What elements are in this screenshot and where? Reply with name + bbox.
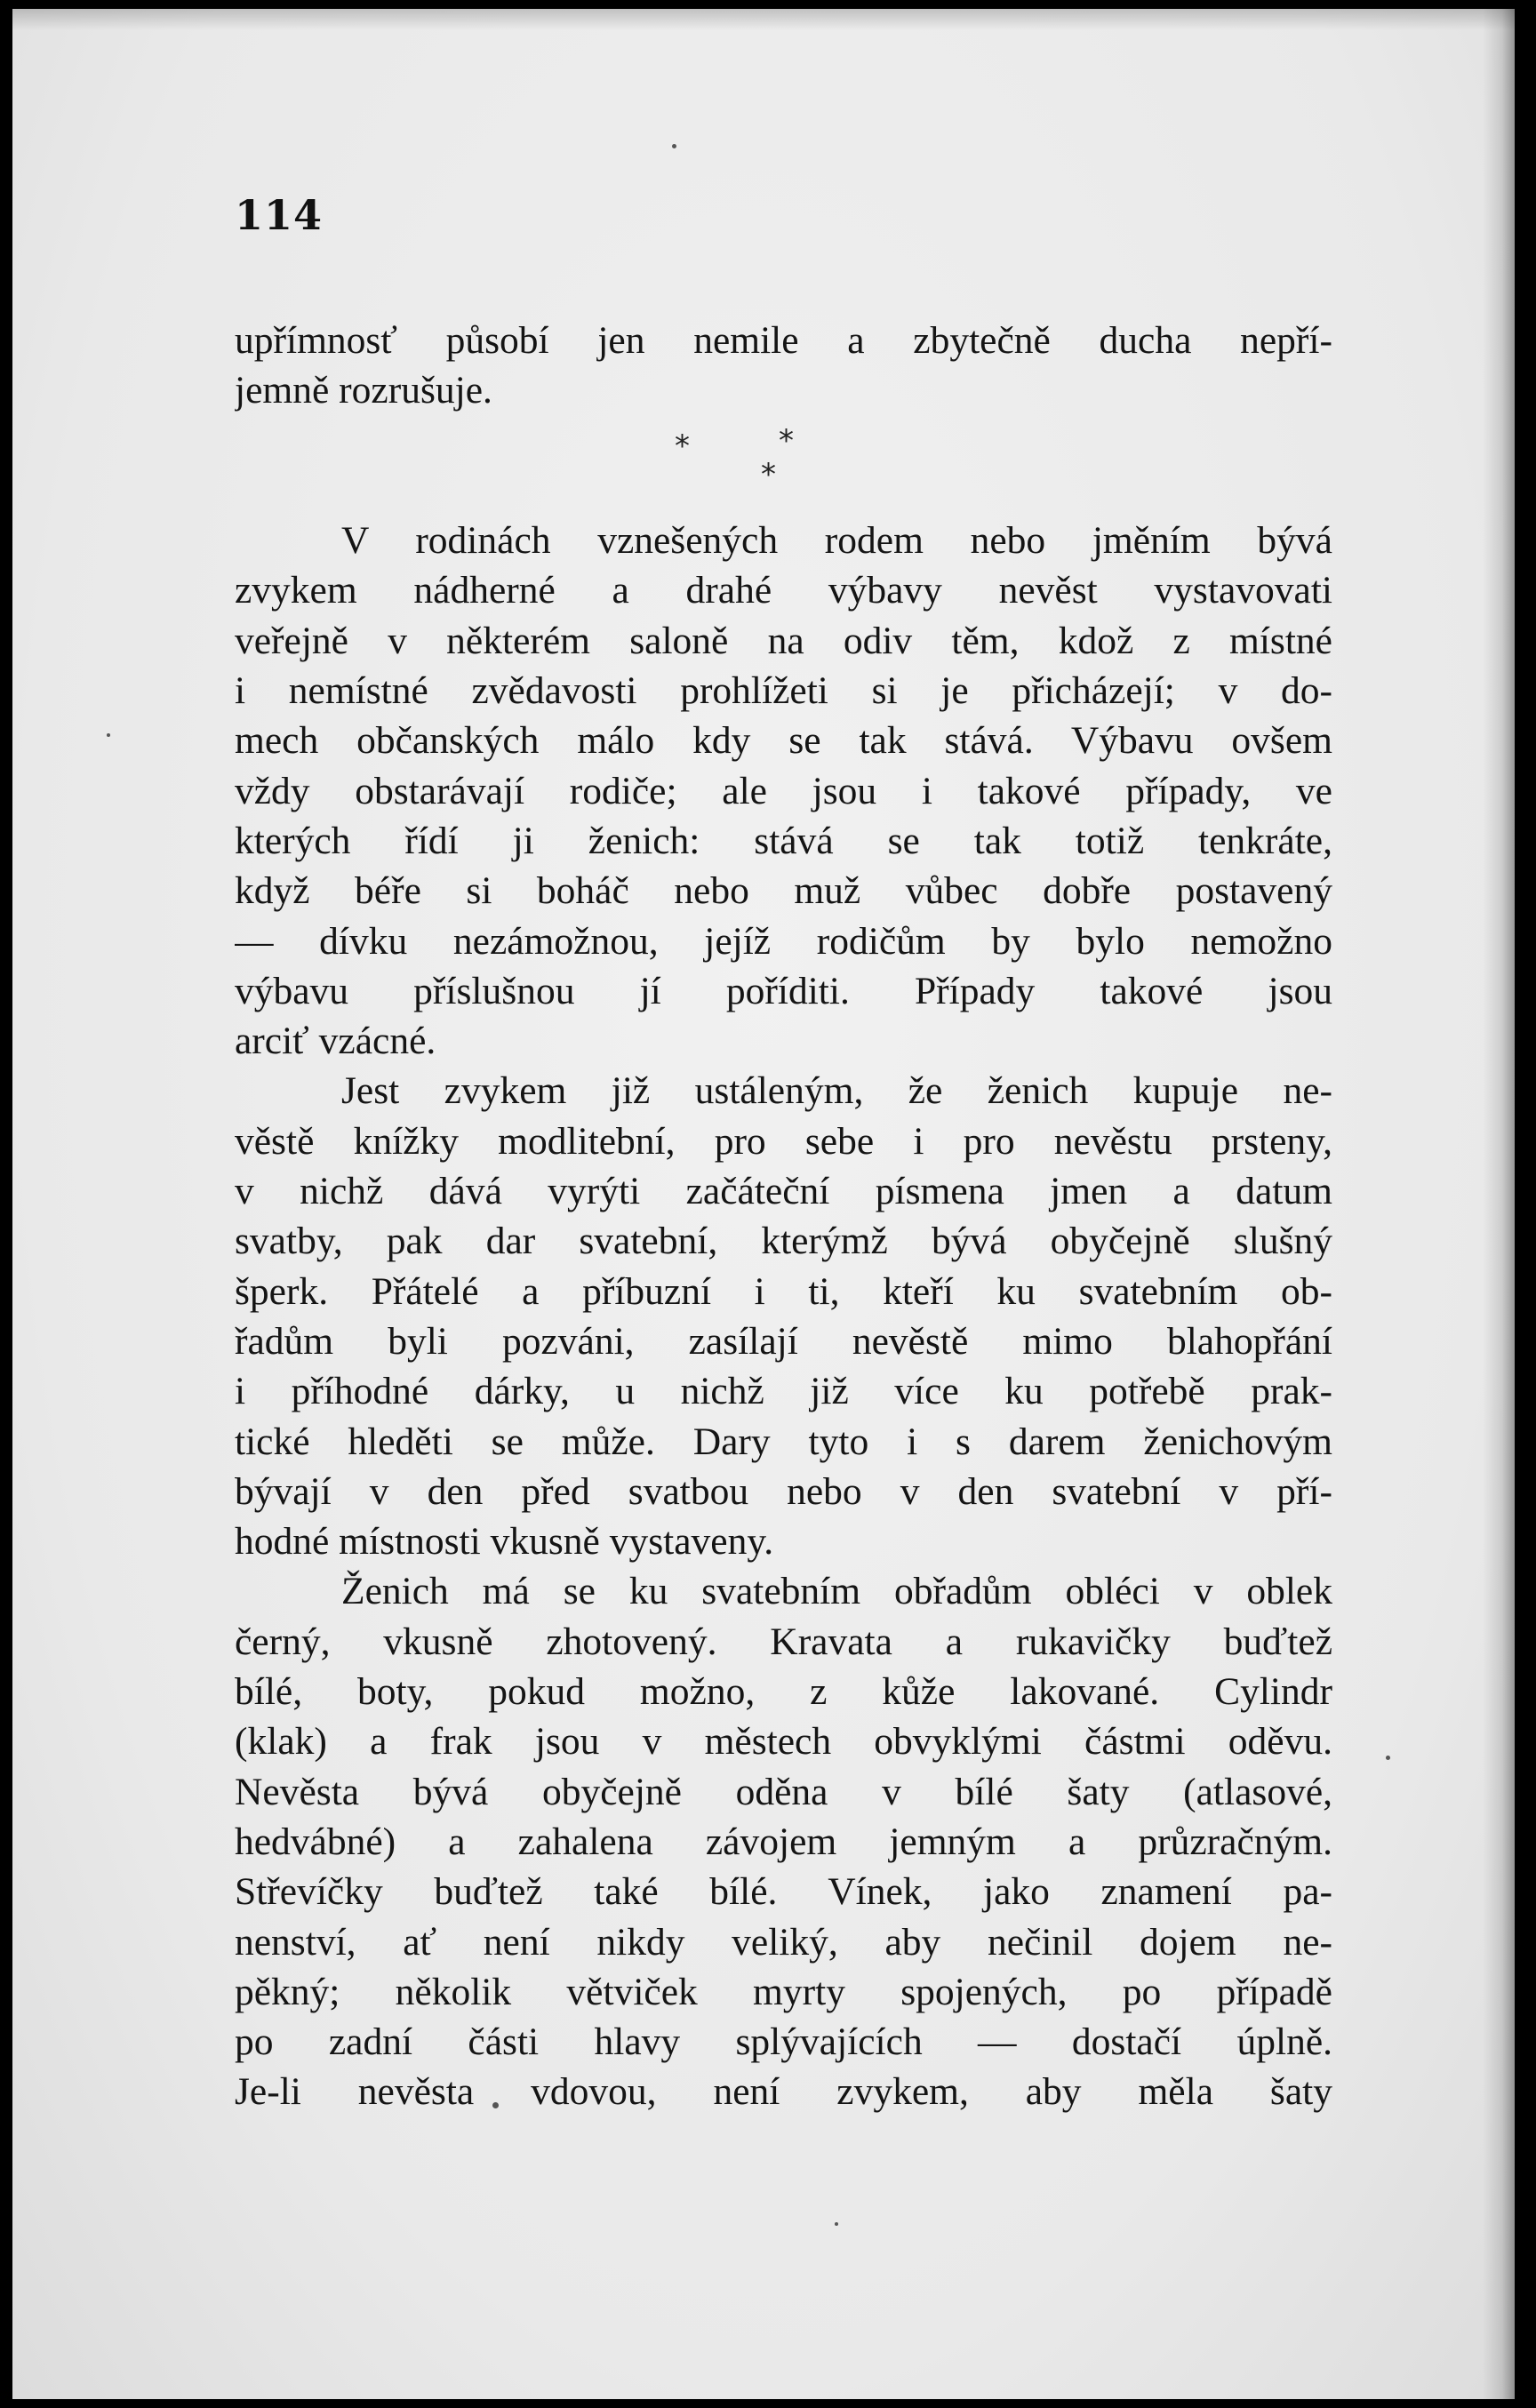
text-line: Střevíčky buďtež také bílé. Vínek, jako znamení pa- xyxy=(235,1870,1332,1914)
text-line: když béře si boháč nebo muž vůbec dobře postavený xyxy=(235,869,1332,913)
text-line: veřejně v některém saloně na odiv těm, kdož z místné xyxy=(235,619,1332,662)
text-line: hodné místnosti vkusně vystaveny. xyxy=(235,1520,774,1564)
text-line: zvykem nádherné a drahé výbavy nevěst vystavovati xyxy=(235,569,1332,612)
text-line: věstě knížky modlitební, pro sebe i pro nevěstu prsteny, xyxy=(235,1119,1332,1163)
text-line: i nemístné zvědavosti prohlížeti si je přicházejí; v do- xyxy=(235,669,1332,713)
text-line: černý, vkusně zhotovený. Kravata a rukavičky buďtež xyxy=(235,1620,1332,1663)
section-separator xyxy=(235,416,1332,516)
text-line: hedvábné) a zahalena závojem jemným a průzračným. xyxy=(235,1820,1332,1863)
text-line: vždy obstarávají rodiče; ale jsou i takové případy, ve xyxy=(235,769,1332,812)
text-line: šperk. Přátelé a příbuzní i ti, kteří ku svatebním ob- xyxy=(235,1269,1332,1313)
text-line: pěkný; několik větviček myrty spojených, po případě xyxy=(235,1970,1332,2013)
text-line: řadům byli pozváni, zasílají nevěstě mimo blahopřání xyxy=(235,1319,1332,1363)
text-line: nenství, ať není nikdy veliký, aby nečinil dojem ne- xyxy=(235,1920,1332,1964)
text-line: arciť vzácné. xyxy=(235,1020,436,1063)
text-line: kterých řídí ji ženich: stává se tak totiž tenkráte, xyxy=(235,819,1332,862)
text-line: výbavu příslušnou jí poříditi. Případy takové jsou xyxy=(235,969,1332,1012)
text-line: mech občanských málo kdy se tak stává. Výbavu ovšem xyxy=(235,719,1332,763)
page-right-shadow xyxy=(1483,9,1515,2399)
text-line: jemně rozrušuje. xyxy=(235,369,492,412)
body-text xyxy=(235,316,1332,2117)
page-number: 114 xyxy=(235,191,324,239)
page-top-shadow xyxy=(12,9,1515,30)
text-line: bývají v den před svatbou nebo v den svatební v pří- xyxy=(235,1469,1332,1513)
text-line: Je-li nevěsta vdovou, není zvykem, aby měla šaty xyxy=(235,2070,1332,2114)
asterisk: * xyxy=(779,422,794,459)
text-line: Ženich má se ku svatebním obřadům obléci v oblek xyxy=(341,1570,1332,1613)
text-line: (klak) a frak jsou v městech obvyklými částmi oděvu. xyxy=(235,1720,1332,1764)
text-line: — dívku nezámožnou, jejíž rodičům by bylo nemožno xyxy=(235,919,1332,963)
asterisk: * xyxy=(761,456,776,492)
paper-speck xyxy=(1386,1756,1390,1760)
text-line: Nevěsta bývá obyčejně oděna v bílé šaty (atlasové, xyxy=(235,1770,1332,1813)
text-line: V rodinách vznešených rodem nebo jměním bývá xyxy=(341,519,1332,563)
text-line: upřímnosť působí jen nemile a zbytečně ducha nepří- xyxy=(235,319,1332,362)
asterisk: * xyxy=(675,428,690,464)
text-line: v nichž dává vyrýti začáteční písmena jmen a datum xyxy=(235,1170,1332,1213)
paper-speck xyxy=(107,733,110,737)
text-line: bílé, boty, pokud možno, z kůže lakované. Cylindr xyxy=(235,1670,1332,1714)
paper-speck xyxy=(835,2222,838,2226)
paper-speck xyxy=(672,144,676,148)
book-page xyxy=(12,9,1515,2399)
text-line: po zadní části hlavy splývajících — dostačí úplně. xyxy=(235,2020,1332,2064)
text-line: Jest zvykem již ustáleným, že ženich kupuje ne- xyxy=(341,1069,1332,1113)
text-line: tické hleděti se může. Dary tyto i s darem ženichovým xyxy=(235,1420,1332,1463)
text-line: svatby, pak dar svatební, kterýmž bývá obyčejně slušný xyxy=(235,1220,1332,1263)
text-line: i příhodné dárky, u nichž již více ku potřebě prak- xyxy=(235,1370,1332,1413)
